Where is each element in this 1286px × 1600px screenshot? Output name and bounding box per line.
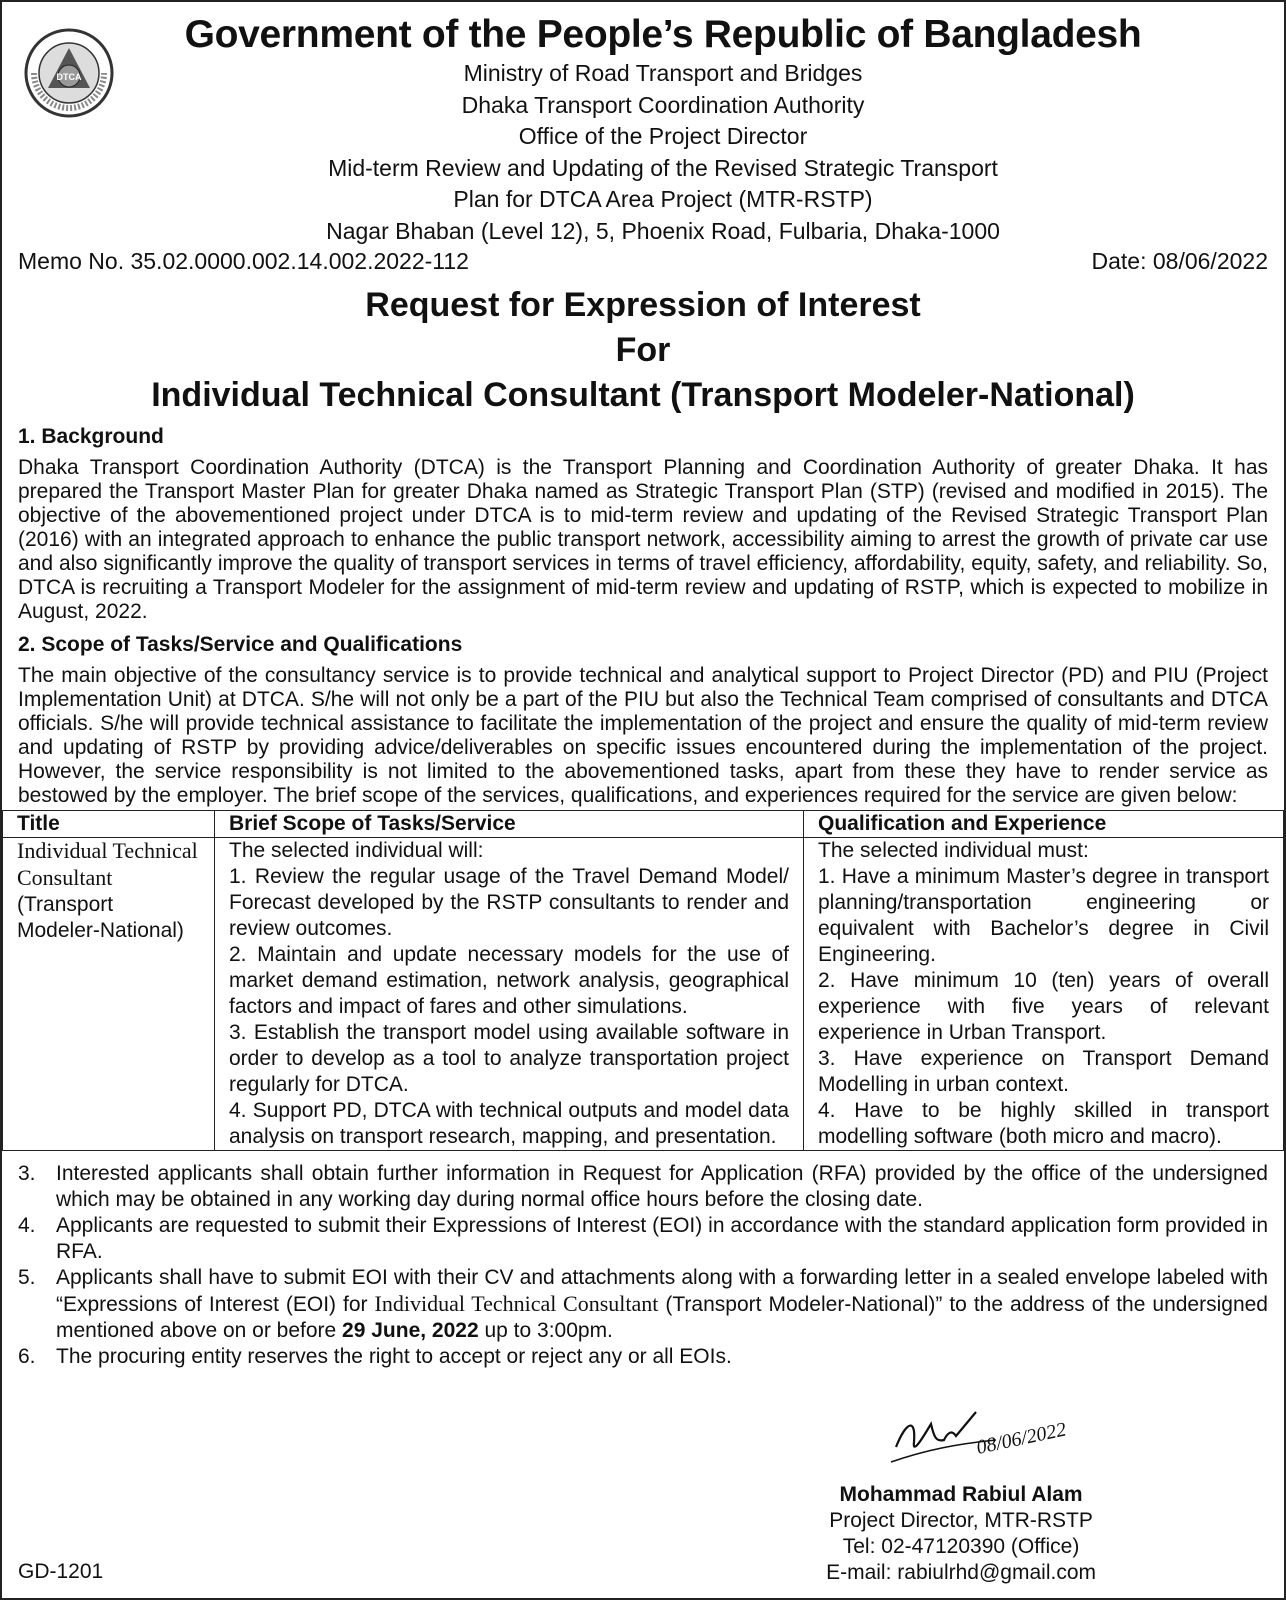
item-text-part: up to 3:00pm.	[478, 1319, 613, 1342]
tasks-intro: The selected individual will:	[229, 839, 484, 862]
title-cell-serif: Individual Technical Consultant	[17, 838, 198, 890]
title-line-2: For	[615, 331, 671, 369]
scope-table	[2, 810, 1284, 1151]
address-line: Nagar Bhaban (Level 12), 5, Phoenix Road, Fulbaria, Dhaka-1000	[326, 217, 1000, 244]
signature-date: 08/06/2022	[974, 1418, 1069, 1459]
item-number: 4.	[18, 1214, 36, 1237]
item-text-part: Applicants shall have to submit EOI with their CV and attachments along with a forwarding letter in a sealed envelope labeled with “Expressions of Interest (EOI) for	[56, 1266, 1268, 1316]
qualification-item: 2. Have minimum 10 (ten) years of overall experience with five years of relevant experience in Urban Transport.	[818, 969, 1269, 1044]
item-text	[56, 1265, 1268, 1344]
signature-block	[826, 1402, 1096, 1586]
title-cell-paren: (	[17, 893, 24, 916]
table-header-row	[3, 811, 1284, 838]
office-line: Office of the Project Director	[518, 123, 808, 149]
item-text: Applicants are requested to submit their Expressions of Interest (EOI) in accordance with the standard application form provided in RFA.	[56, 1214, 1268, 1263]
signatory-designation: Project Director, MTR-RSTP	[829, 1509, 1093, 1532]
letterhead	[18, 12, 1268, 247]
background-text: Dhaka Transport Coordination Authority (DTCA) is the Transport Planning and Coordination Authority of greater Dhaka. It has prepared the Transport Master Plan for greater Dhaka named as Strategic Transport Plan (STP) (revised and modified in 2015). The objective of the abovementioned project under DTCA is to mid-term review and updating of the Revised Strategic Transport Plan (2016) with an integrated approach to enhance the public transport network, accessibility aiming to arrest the growth of private car use and also significantly improve the quality of transport services in terms of travel efficiency, affordability, equity, safety, and reliability. So, DTCA is recruiting a Transport Modeler for the assignment of mid-term review and updating of RSTP, which is expected to mobilize in August, 2022.	[18, 456, 1268, 623]
logo-text: DTCA	[56, 72, 82, 82]
qualifications-intro: The selected individual must:	[818, 839, 1089, 862]
memo-number: Memo No. 35.02.0000.002.14.002.2022-112	[18, 248, 469, 274]
item-text-part: (Transport Modeler-National)” to the address of the undersigned mentioned above on or before	[56, 1293, 1268, 1342]
task-item: 4. Support PD, DTCA with technical outputs and model data analysis on transport research, mapping, and presentation.	[229, 1099, 789, 1148]
title-cell-rest: Transport Modeler-National)	[17, 893, 184, 942]
column-header-title: Title	[3, 811, 215, 838]
signatory-email: E-mail: rabiulrhd@gmail.com	[826, 1561, 1096, 1584]
signatory-name: Mohammad Rabiul Alam	[839, 1483, 1083, 1506]
list-item	[18, 1265, 1268, 1344]
memo-row	[18, 247, 1268, 275]
list-item	[18, 1344, 1268, 1370]
handwritten-signature	[886, 1402, 1069, 1482]
signatory-tel: Tel: 02-47120390 (Office)	[842, 1535, 1080, 1558]
title-line-1: Request for Expression of Interest	[365, 286, 921, 324]
list-item	[18, 1213, 1268, 1265]
gd-code: GD-1201	[18, 1560, 104, 1583]
item-number: 3.	[18, 1162, 36, 1185]
government-title: Government of the People’s Republic of Bangladesh	[184, 13, 1142, 56]
authority-line: Dhaka Transport Coordination Authority	[461, 91, 865, 118]
scope-text: The main objective of the consultancy service is to provide technical and analytical support to Project Director (PD) and PIU (Project Implementation Unit) at DTCA. S/he will not only be a part of the PIU but also the Technical Team comprised of consultants and DTCA officials. S/he will provide technical assistance to facilitate the implementation of the project and ensure the quality of mid-term review and updating of RSTP by providing advice/deliverables on specific issues encountered during the implementation of the project. However, the service responsibility is not limited to the abovementioned tasks, apart from these they have to render service as bestowed by the employer. The brief scope of the services, qualifications, and experiences required for the service are given below:	[18, 664, 1268, 807]
dtca-logo	[24, 18, 114, 128]
memo-date: Date: 08/06/2022	[1091, 248, 1268, 274]
title-line-3: Individual Technical Consultant (Transport Modeler-National)	[151, 376, 1135, 414]
background-heading: 1. Background	[18, 425, 164, 448]
table-row	[3, 838, 1284, 1151]
project-line-1: Mid-term Review and Updating of the Revised Strategic Transport	[328, 154, 998, 181]
qualifications-cell	[804, 838, 1284, 1151]
item-text: Interested applicants shall obtain further information in Request for Application (RFA) provided by the office of the undersigned which may be obtained in any working day during normal office hours before the closing date.	[56, 1162, 1268, 1211]
item-text: The procuring entity reserves the right to accept or reject any or all EOIs.	[56, 1345, 732, 1368]
tasks-cell	[215, 838, 804, 1151]
column-header-qualification: Qualification and Experience	[804, 811, 1284, 838]
item-text-serif: Individual Technical Consultant	[374, 1291, 659, 1316]
task-item: 2. Maintain and update necessary models for the use of market demand estimation, network analysis, geographical factors and impact of fares and other simulations.	[229, 943, 789, 1018]
item-number: 6.	[18, 1345, 36, 1368]
scope-heading: 2. Scope of Tasks/Service and Qualifications	[18, 633, 463, 656]
deadline-date: 29 June, 2022	[342, 1319, 479, 1342]
item-number: 5.	[18, 1266, 36, 1289]
list-item	[18, 1161, 1268, 1213]
ministry-line: Ministry of Road Transport and Bridges	[463, 60, 863, 86]
instructions-list	[18, 1161, 1268, 1370]
task-item: 1. Review the regular usage of the Travel Demand Model/ Forecast developed by the RSTP consultants to render and review outcomes.	[229, 865, 789, 940]
project-line-2: Plan for DTCA Area Project (MTR-RSTP)	[453, 186, 873, 212]
notice-title	[18, 283, 1268, 418]
qualification-item: 3. Have experience on Transport Demand Modelling in urban context.	[818, 1047, 1269, 1096]
column-header-scope: Brief Scope of Tasks/Service	[215, 811, 804, 838]
title-cell	[3, 838, 215, 1151]
qualification-item: 1. Have a minimum Master’s degree in transport planning/transportation engineering or equivalent with Bachelor’s degree in Civil Engineering.	[818, 865, 1269, 966]
qualification-item: 4. Have to be highly skilled in transport modelling software (both micro and macro).	[818, 1099, 1269, 1148]
task-item: 3. Establish the transport model using available software in order to develop as a tool to analyze transportation project regularly for DTCA.	[229, 1021, 789, 1096]
